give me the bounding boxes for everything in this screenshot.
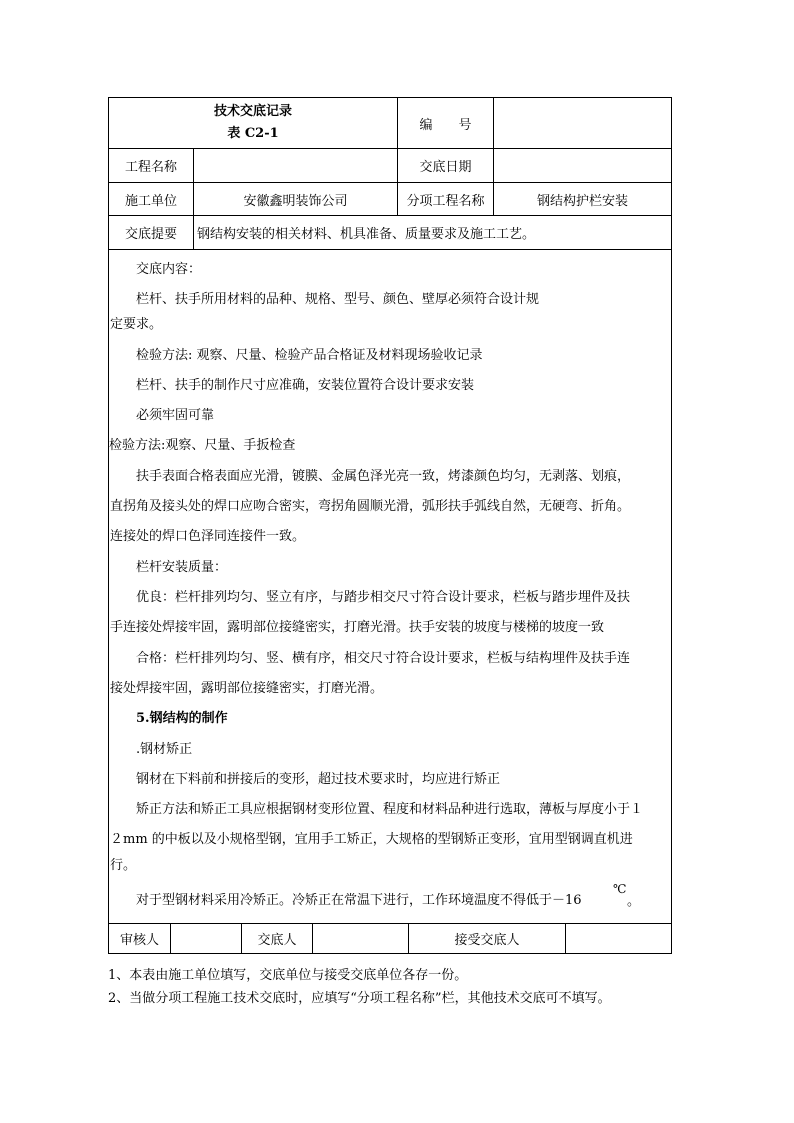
content-line: 手连接处焊接牢固，露明部位接缝密实，打磨光滑。扶手安装的坡度与楼梯的坡度一致: [110, 620, 605, 635]
footnote: 1、本表由施工单位填写，交底单位与接受交底单位各存一份。: [108, 968, 468, 983]
content-line: 检验方法: 观察、尺量、检验产品合格证及材料现场验收记录: [136, 348, 483, 363]
discloser-label: 交底人: [242, 924, 313, 953]
form-header-row: [108, 97, 672, 149]
content-heading: 交底内容：: [136, 262, 202, 277]
number-label: 编 号: [398, 98, 494, 148]
form-title: 技术交底记录: [213, 104, 292, 119]
content-line: 合格：栏杆排列均匀、竖、横有序，相交尺寸符合设计要求，栏板与结构埋件及扶手连: [136, 651, 631, 666]
subproject-value: 钢结构护栏安装: [536, 193, 628, 209]
summary-row: [108, 216, 672, 250]
disclosure-form: [108, 97, 672, 954]
section-heading: 5.钢结构的制作: [136, 711, 228, 726]
content-heading: 栏杆安装质量：: [136, 560, 228, 575]
reviewer-label: 审核人: [109, 924, 171, 953]
contractor-row: [108, 183, 672, 216]
content-line: 接处焊接牢固，露明部位接缝密实，打磨光滑。: [110, 681, 384, 696]
content-line: 检验方法:观察、尺量、手扳检查: [109, 438, 296, 453]
content-line: 直拐角及接头处的焊口应吻合密实，弯拐角圆顺光滑，弧形扶手弧线自然，无硬弯、折角。: [110, 499, 631, 514]
content-period: 。: [627, 894, 641, 909]
content-line: 连接处的焊口色泽同连接件一致。: [110, 529, 306, 544]
content-line: 矫正方法和矫正工具应根据钢材变形位置、程度和材料品种进行选取，薄板与厚度小于１: [136, 802, 644, 817]
form-title-block: [109, 98, 398, 148]
date-label: 交底日期: [398, 149, 494, 182]
form-code: 表 C2-1: [227, 126, 279, 141]
content-line: 定要求。: [110, 317, 163, 332]
discloser-field[interactable]: [313, 924, 409, 953]
project-name-row: [108, 149, 672, 183]
footnote: 2、当做分项工程施工技术交底时，应填写“分项工程名称”栏，其他技术交底可不填写。: [108, 991, 611, 1006]
project-name-field[interactable]: [194, 149, 398, 182]
date-field[interactable]: [494, 149, 671, 182]
reviewer-field[interactable]: [171, 924, 242, 953]
receiver-label: 接受交底人: [409, 924, 566, 953]
summary-value: 钢结构安装的相关材料、机具准备、质量要求及施工工艺。: [197, 227, 536, 242]
project-name-label: 工程名称: [109, 149, 194, 182]
subsection-heading: .钢材矫正: [136, 742, 193, 757]
content-line: 必须牢固可靠: [136, 408, 215, 423]
content-line: 栏杆、扶手的制作尺寸应准确，安装位置符合设计要求安装: [136, 378, 475, 393]
content-line: 栏杆、扶手所用材料的品种、规格、型号、颜色、壁厚必须符合设计规: [136, 292, 540, 307]
content-line: 扶手表面合格表面应光滑，镀膜、金属色泽光亮一致，烤漆颜色均匀，无剥落、划痕，: [136, 469, 631, 484]
disclosure-content: [108, 250, 672, 924]
subproject-label: 分项工程名称: [398, 183, 494, 215]
contractor-label: 施工单位: [109, 183, 194, 215]
contractor-value: 安徽鑫明装饰公司: [194, 183, 398, 215]
summary-label: 交底提要: [109, 216, 194, 249]
content-line: 钢材在下料前和拼接后的变形，超过技术要求时，均应进行矫正: [136, 772, 501, 787]
content-line: ２mm 的中板以及小规格型钢，宜用手工矫正，大规格的型钢矫正变形，宜用型钢调直机进: [110, 832, 633, 847]
signature-row: [108, 924, 672, 954]
receiver-field[interactable]: [566, 924, 671, 953]
celsius-symbol: ℃: [613, 882, 627, 896]
content-line: 优良：栏杆排列均匀、竖立有序，与踏步相交尺寸符合设计要求，栏板与踏步埋件及扶: [136, 590, 631, 605]
content-line: 行。: [110, 858, 137, 873]
number-field[interactable]: [494, 98, 671, 148]
content-line: 对于型钢材料采用冷矫正。冷矫正在常温下进行，工作环境温度不得低于－16: [136, 893, 582, 908]
